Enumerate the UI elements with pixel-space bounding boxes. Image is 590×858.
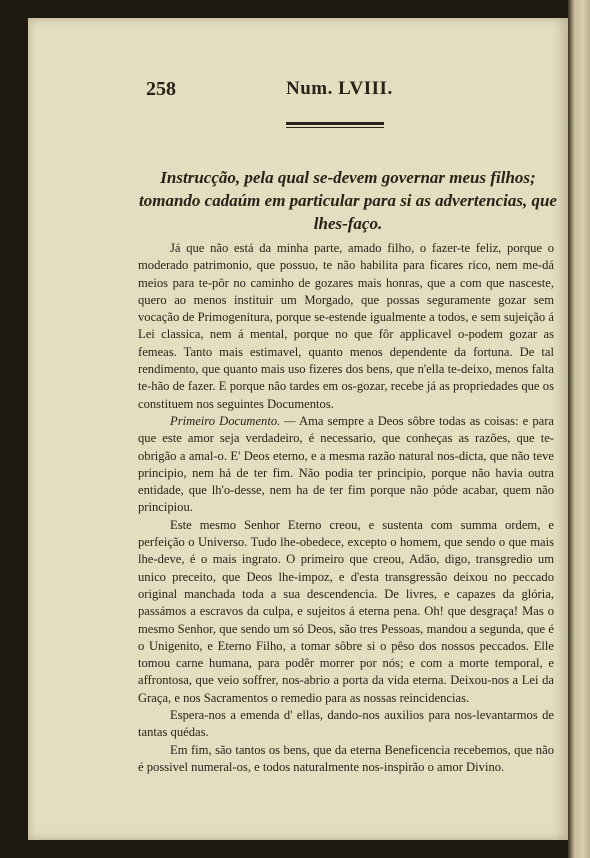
paragraph-hope: Espera-nos a emenda d' ellas, dando-nos auxilios para nos-levantarmos de tantas quédas.	[138, 708, 554, 740]
document-body	[138, 240, 554, 776]
section-heading: Num. LVIII.	[286, 78, 393, 99]
document-title: Instrucção, pela qual se-devem governar meus filhos; tomando cadaúm em particular para si as advertencias, que lhes-faço.	[139, 168, 557, 233]
paragraph-first-document	[138, 413, 554, 517]
page-number: 258	[146, 78, 176, 100]
first-document-label: Primeiro Documento. —	[170, 413, 296, 428]
first-document-text: Ama sempre a Deos sôbre todas as coisas: e para que este amor seja verdadeiro, é necessario, que conheças as razões, que te-obrigão a amal-o. E' Deos eterno, e a mesma razão natural nos-dicta, que não teve principio, nem há de ter fim. Não podia ter principio, porque não havia outra entidade, que lh'o-desse, nem ha de ter fim porque não póde acabar, quem não principiou.	[138, 413, 554, 515]
paragraph-intro: Já que não está da minha parte, amado filho, o fazer-te feliz, porque o moderado patrimonio, que possuo, te não habilita para ficares rico, nem me-dá meios para te-pôr no caminho de gozares mais honras, que a com que nasceste, quero ao menos instituir um Morgado, que possas seguramente gozar sem vocação de Primogenitura, porque se-estende igualmente a todos, e sem sujeição á Lei classica, nem á mental, porque no que fôr applicavel o-podem gozar as femeas. Tanto mais estimavel, quanto menos dependente da fortuna. De tal rendimento, que quanto mais uso fizeres dos bens, que n'ella te-deixo, menos falta te-hão de fazer. E porque não tardes em os-gozar, recebe já as propriedades que os constituem nos seguintes Documentos.	[138, 241, 554, 411]
book-spine	[568, 0, 590, 858]
paragraph-closing: Em fim, são tantos os bens, que da eterna Beneficencia recebemos, que não é possivel numeral-os, e todos naturalmente nos-inspirão o amor Divino.	[138, 742, 554, 774]
paragraph-creation: Este mesmo Senhor Eterno creou, e sustenta com summa ordem, e perfeição o Universo. Tudo lhe-obedece, excepto o homem, que sendo o que mais lhe-deve, é o mais ingrato. O primeiro que creou, Adão, digo, transgredio um unico preceito, que Deos lhe-impoz, e d'esta transgressão deixou no peccado original manchada toda a sua descendencia. De livres, e capazes da glória, passámos a escravos da culpa, e sujeitos á eterna pena. Oh! que desgraça! Mas o mesmo Senhor, que sendo um só Deos, são tres Pessoas, mandou a segunda, que é o Unigenito, e Eterno Filho, a tomar sôbre si o pêso dos nossos peccados. Elle tomou carne humana, para podêr morrer por nós; e com a morte temporal, e affrontosa, que veio soffrer, nos-abrio a porta da vida eterna. Deixou-nos a Lei da Graça, e nos Sacramentos o remedio para as nossas reincidencias.	[138, 517, 554, 705]
heading-rule	[286, 122, 384, 128]
book-page	[28, 18, 568, 840]
